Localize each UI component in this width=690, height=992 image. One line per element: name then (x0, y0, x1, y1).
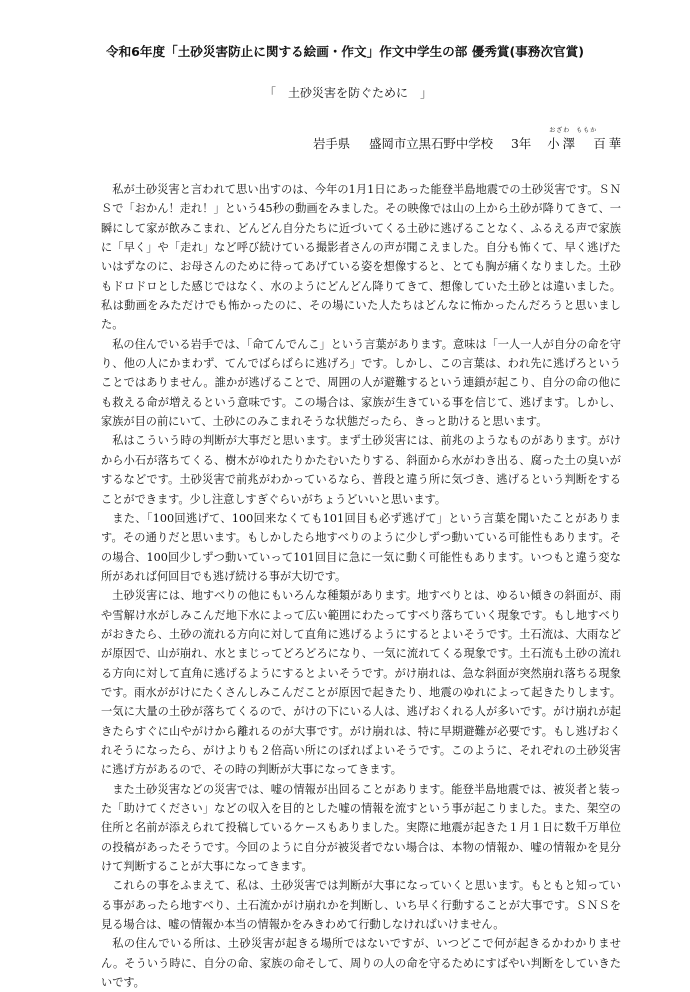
author-name-wrap (547, 127, 625, 152)
author-school: 盛岡市立黒石野中学校 (369, 136, 494, 151)
author-name: 小澤 百華 (547, 136, 625, 151)
essay-paragraph-7: これらの事をふまえて、私は、土砂災害では判断が大事になっていくと思います。もともと知っている事があったら地すべり、土石流かがけ崩れかを判断し、いち早く行動することが大事です。ＳＮＳを見る場合は、嘘の情報か本当の情報かをみきわめて行動しなければいけません。 (101, 879, 621, 932)
author-prefecture: 岩手県 (313, 136, 351, 151)
essay-paragraph-2: 私の住んでいる岩手では、「命てんでんこ」という言葉があります。意味は「一人一人が自分の命を守り、他の人にかまわず、てんでばらばらに逃げろ」です。しかし、この言葉は、われ先に逃げろということではありません。誰かが逃げることで、周囲の人が避難するという連鎖が起こり、自分の命の他にも救える命が増えるという意味です。この場合は、家族が生きている事を信じて、逃げます。しかし、家族が目の前にいて、土砂にのみこまれそうな状態だったら、きっと助けると思います。 (101, 337, 621, 429)
award-heading: 令和6年度「土砂災害防止に関する絵画・作文」作文中学生の部 優秀賞(事務次官賞) (105, 44, 585, 59)
essay-paragraph-6: また土砂災害などの災害では、嘘の情報が出回ることがあります。能登半島地震では、被災者と装った「助けてください」などの収入を目的とした嘘の情報を流すという事が起こりました。また、架空の住所と名前が添えられて投稿しているケースもありました。実際に地震が起きた１月１日に数千万単位の投稿があったそうです。今回のように自分が被災者でない場合は、本物の情報か、嘘の情報かを見分けて判断することが大事になってきます。 (101, 782, 621, 874)
essay-paragraph-8: 私の住んでいる所は、土砂災害が起きる場所ではないですが、いつどこで何が起きるかわかりません。そういう時に、自分の命、家族の命そして、周りの人の命を守るためにすばやい判断をしていきたいです。 (101, 937, 621, 990)
essay-paragraph-5: 土砂災害には、地すべりの他にもいろんな種類があります。地すべりとは、ゆるい傾きの斜面が、雨や雪解け水がしみこんだ地下水によって広い範囲にわたってすべり落ちていく現象です。もし地すべりがおきたら、土砂の流れる方向に対して直角に逃げるようにするとよいそうです。土石流は、大雨などが原因で、山が崩れ、水とまじってどろどろになり、一気に流れてくる現象です。土石流も土砂の流れる方向に対して直角に逃げるようにするとよいそうです。がけ崩れは、急な斜面が突然崩れ落ちる現象です。雨水ががけにたくさんしみこんだことが原因で起きたり、地震のゆれによって起きたりします。一気に大量の土砂が落ちてくるので、がけの下にいる人は、逃げおくれる人が多いです。がけ崩れが起きたらすぐに山やがけから離れるのが大事です。がけ崩れは、特に早期避難が必要です。もし逃げおくれそうになったら、がけよりも２倍高い所にのぼればよいそうです。このように、それぞれの土砂災害に逃げ方があるので、その時の判断が大事になってきます。 (101, 589, 621, 777)
author-grade: 3年 (510, 136, 532, 151)
essay-paragraph-4: また、「100回逃げて、100回来なくても101回目も必ず逃げて」という言葉を聞いたことがあります。その通りだと思います。もしかしたら地すべりのように少しずつ動いている可能性もあります。その場合、100回少しずつ動いていって101回目に急に一気に動く可能性もあります。いつもと違う変な所があれば何回目でも逃げ続ける事が大切です。 (101, 511, 621, 583)
author-line (313, 127, 625, 152)
essay-paragraph-1: 私が土砂災害と言われて思い出すのは、今年の1月1日にあった能登半島地震での土砂災害です。ＳＮＳで「おかん！走れ！」という45秒の動画をみました。その映像では山の上から土砂が降りてきて、一瞬にして家が飲みこまれ、どんどん自分たちに近づいてくる土砂に逃げることなく、ふるえる声で家族に「早く」や「走れ」など呼び続けている撮影者さんの声が聞こえました。自分も怖くて、早く逃げたいはずなのに、お母さんのために待ってあげている姿を想像すると、とても胸が痛くなりました。土砂もドロドロとした感じではなく、水のようにどんどん降りてきて、想像していた土砂とは違いました。私は動画をみただけでも怖かったのに、その場にいた人たちはどんなに怖かったんだろうと思いました。 (101, 183, 621, 332)
essay-paragraph-3: 私はこういう時の判断が大事だと思います。まず土砂災害には、前兆のようなものがあります。がけから小石が落ちてくる、樹木がゆれたりかたむいたりする、斜面から水がわき出る、腐った土の臭いがするなどです。土砂災害で前兆がわかっているなら、普段と違う所に気づき、逃げるという判断をすることができます。少し注意しすぎぐらいがちょうどいいと思います。 (101, 434, 621, 506)
essay-title: 「 土砂災害を防ぐために 」 (264, 86, 433, 100)
furigana-family: おざわ (549, 127, 571, 134)
essay-body (101, 180, 621, 992)
furigana-given: ももか (576, 127, 598, 134)
